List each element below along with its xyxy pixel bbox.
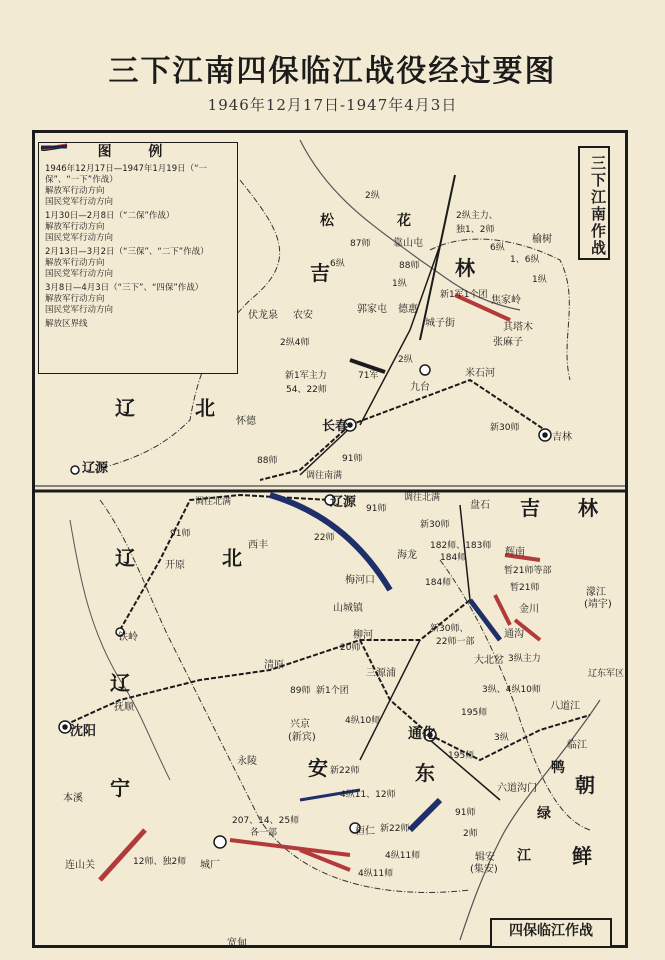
pla-arrow <box>495 595 510 625</box>
legend-item <box>45 197 231 208</box>
legend-item <box>45 258 231 269</box>
boundary-line <box>430 239 570 380</box>
svg-text:207、14、25师: 207、14、25师 <box>232 816 300 826</box>
legend-item <box>45 305 231 316</box>
legend-label: 国民党军行动方向 <box>45 269 114 279</box>
kmt-arrow <box>470 600 500 640</box>
svg-text:1、6纵: 1、6纵 <box>510 255 540 265</box>
map-subtitle: 1946年12月17日-1947年4月3日 <box>207 96 458 114</box>
legend-period-dates: 2月13日—3月2日（“三保”、“二下”作战） <box>45 247 209 257</box>
kmt-arrow <box>410 800 440 830</box>
svg-text:4纵10师: 4纵10师 <box>345 716 381 726</box>
legend-period-dates: 1946年12月17日—1947年1月19日（“一保”、“一下”作战） <box>45 164 208 185</box>
legend-label: 解放军行动方向 <box>45 294 105 304</box>
svg-text:91师: 91师 <box>366 504 387 514</box>
svg-text:独1、2师: 独1、2师 <box>456 225 495 235</box>
svg-text:91师: 91师 <box>170 529 191 539</box>
svg-text:22师: 22师 <box>314 533 335 543</box>
svg-text:长春: 长春 <box>322 419 349 434</box>
legend-label: 解放军行动方向 <box>45 222 105 232</box>
svg-text:2纵: 2纵 <box>398 355 413 365</box>
svg-text:八道江: 八道江 <box>550 701 580 712</box>
svg-text:3纵、4纵10师: 3纵、4纵10师 <box>482 685 541 695</box>
svg-text:各一部: 各一部 <box>250 828 278 838</box>
svg-text:新1军1个团: 新1军1个团 <box>440 290 488 300</box>
svg-text:通化: 通化 <box>408 726 436 742</box>
svg-text:辽源: 辽源 <box>82 461 109 476</box>
svg-text:花: 花 <box>397 213 411 229</box>
svg-text:鸭: 鸭 <box>551 760 565 776</box>
svg-text:六道沟门: 六道沟门 <box>497 783 537 794</box>
svg-text:柳河: 柳河 <box>353 630 373 641</box>
svg-text:新30师: 新30师 <box>420 520 450 530</box>
legend-item <box>45 222 231 233</box>
svg-text:184师: 184师 <box>425 578 452 588</box>
svg-text:辽: 辽 <box>115 546 135 570</box>
legend-period-dates: 3月8日—4月3日（“三下”、“四保”作战） <box>45 283 204 293</box>
svg-text:89师: 89师 <box>290 686 311 696</box>
svg-text:182师、183师: 182师、183师 <box>430 541 492 551</box>
movement-arrow <box>300 428 350 475</box>
legend-period-4 <box>45 283 231 316</box>
svg-text:88师: 88师 <box>399 261 420 271</box>
svg-text:宽甸: 宽甸 <box>227 938 247 949</box>
svg-text:2师: 2师 <box>463 829 478 839</box>
svg-text:辉南: 辉南 <box>505 547 525 558</box>
svg-text:91师: 91师 <box>342 454 363 464</box>
legend-item <box>45 319 231 330</box>
legend-item <box>45 269 231 280</box>
svg-text:大北岔: 大北岔 <box>474 655 504 666</box>
svg-text:米石河: 米石河 <box>465 368 495 379</box>
svg-text:连山关: 连山关 <box>65 860 95 871</box>
svg-text:吉: 吉 <box>520 496 540 520</box>
legend-label: 解放区界线 <box>45 319 88 329</box>
svg-text:新30师、: 新30师、 <box>430 624 469 634</box>
inset-bottom-text: 四保临江作战 <box>509 923 593 939</box>
svg-text:88师: 88师 <box>257 456 278 466</box>
legend-label: 解放军行动方向 <box>45 186 105 196</box>
legend-item <box>45 186 231 197</box>
svg-text:(新宾): (新宾) <box>288 732 316 743</box>
svg-text:6纵: 6纵 <box>490 243 505 253</box>
svg-text:2纵4师: 2纵4师 <box>280 338 310 348</box>
svg-text:91师: 91师 <box>455 808 476 818</box>
svg-text:新22师: 新22师 <box>330 766 360 776</box>
legend-period-1 <box>45 164 231 208</box>
legend-period-3 <box>45 247 231 280</box>
svg-text:郭家屯: 郭家屯 <box>357 304 387 315</box>
svg-text:濛江: 濛江 <box>586 587 606 598</box>
svg-text:伏龙泉: 伏龙泉 <box>248 310 278 321</box>
svg-text:铁岭: 铁岭 <box>118 632 138 643</box>
legend-heading: 图 例 <box>97 144 179 160</box>
svg-text:2纵: 2纵 <box>365 191 380 201</box>
svg-text:暂21师: 暂21师 <box>510 583 540 593</box>
boundary-line-icon <box>39 143 71 151</box>
svg-text:(靖宇): (靖宇) <box>584 599 612 610</box>
svg-text:3纵: 3纵 <box>494 733 509 743</box>
svg-text:焦家岭: 焦家岭 <box>491 295 521 306</box>
svg-text:梅河口: 梅河口 <box>345 575 375 586</box>
svg-text:桓仁: 桓仁 <box>355 826 375 837</box>
svg-text:鲜: 鲜 <box>572 844 592 868</box>
legend-label: 国民党军行动方向 <box>45 305 114 315</box>
svg-text:临江: 临江 <box>567 740 587 751</box>
svg-text:22师一部: 22师一部 <box>436 637 475 647</box>
svg-text:西丰: 西丰 <box>248 540 268 551</box>
svg-text:调往北满: 调往北满 <box>404 493 441 503</box>
svg-text:4纵11、12师: 4纵11、12师 <box>340 790 396 800</box>
svg-text:江: 江 <box>517 848 531 864</box>
svg-text:榆树: 榆树 <box>532 234 552 245</box>
svg-text:城厂: 城厂 <box>200 860 220 871</box>
svg-text:松: 松 <box>320 213 334 229</box>
svg-text:新1个团: 新1个团 <box>316 686 349 696</box>
svg-text:4纵11师: 4纵11师 <box>358 869 394 879</box>
legend-label: 解放军行动方向 <box>45 258 105 268</box>
svg-text:本溪: 本溪 <box>63 793 83 804</box>
movement-arrow <box>420 175 455 340</box>
svg-text:暂21师等部: 暂21师等部 <box>504 566 552 576</box>
svg-text:吉: 吉 <box>310 261 330 285</box>
svg-text:抚顺: 抚顺 <box>114 702 134 713</box>
legend-item <box>45 233 231 244</box>
svg-text:九台: 九台 <box>410 382 430 393</box>
svg-text:87师: 87师 <box>350 239 371 249</box>
svg-text:吉林: 吉林 <box>552 432 572 443</box>
svg-text:辽源: 辽源 <box>330 495 357 510</box>
svg-text:184师: 184师 <box>440 553 467 563</box>
svg-text:林: 林 <box>578 496 598 520</box>
svg-text:195师: 195师 <box>461 708 488 718</box>
legend-period-2 <box>45 211 231 244</box>
svg-text:海龙: 海龙 <box>397 550 417 561</box>
svg-text:20师: 20师 <box>340 643 361 653</box>
svg-text:辽: 辽 <box>110 671 130 695</box>
inset-bottom-title <box>490 918 612 948</box>
legend-label: 国民党军行动方向 <box>45 233 114 243</box>
movement-arrow <box>360 245 440 425</box>
svg-text:4纵11师: 4纵11师 <box>385 851 421 861</box>
svg-text:195师: 195师 <box>448 751 475 761</box>
svg-text:东: 东 <box>415 761 435 785</box>
svg-text:朝: 朝 <box>575 773 595 797</box>
legend-period-dates: 1月30日—2月8日（“二保”作战） <box>45 211 175 221</box>
svg-text:沈阳: 沈阳 <box>70 724 97 739</box>
svg-text:山城镇: 山城镇 <box>333 603 363 614</box>
svg-text:12师、独2师: 12师、独2师 <box>133 857 187 867</box>
svg-text:林: 林 <box>455 256 475 280</box>
legend-item <box>45 294 231 305</box>
svg-text:71军: 71军 <box>358 371 379 381</box>
legend-box <box>38 142 238 374</box>
svg-text:辑安: 辑安 <box>475 852 495 863</box>
svg-text:新30师: 新30师 <box>490 423 520 433</box>
svg-text:永陵: 永陵 <box>237 756 257 767</box>
svg-text:(集安): (集安) <box>470 864 498 875</box>
pla-arrow <box>230 840 350 855</box>
svg-text:宁: 宁 <box>110 776 130 800</box>
svg-text:兴京: 兴京 <box>290 719 310 730</box>
svg-text:通沟: 通沟 <box>504 629 524 640</box>
svg-text:54、22师: 54、22师 <box>286 385 327 395</box>
svg-text:辽东军区: 辽东军区 <box>588 669 625 679</box>
svg-text:新22师: 新22师 <box>380 824 410 834</box>
svg-text:德惠: 德惠 <box>398 304 418 315</box>
svg-text:6纵: 6纵 <box>330 259 345 269</box>
svg-text:2纵主力、: 2纵主力、 <box>456 211 498 221</box>
svg-text:北: 北 <box>195 396 215 420</box>
svg-text:安: 安 <box>308 756 328 780</box>
svg-text:辽: 辽 <box>115 396 135 420</box>
svg-text:农安: 农安 <box>293 310 313 321</box>
svg-text:1纵: 1纵 <box>532 275 547 285</box>
svg-text:调往北满: 调往北满 <box>195 497 232 507</box>
svg-text:三源浦: 三源浦 <box>366 668 396 679</box>
svg-text:盘石: 盘石 <box>470 500 490 511</box>
movement-arrow <box>360 640 420 760</box>
movement-arrow <box>430 740 500 800</box>
svg-text:张麻子: 张麻子 <box>493 337 523 348</box>
svg-text:靠山屯: 靠山屯 <box>393 238 423 249</box>
legend-label: 国民党军行动方向 <box>45 197 114 207</box>
svg-text:清原: 清原 <box>264 660 284 671</box>
svg-text:1纵: 1纵 <box>392 279 407 289</box>
svg-text:新1军主力: 新1军主力 <box>285 371 327 381</box>
map-title: 三下江南四保临江战役经过要图 <box>108 54 557 89</box>
svg-text:城子街: 城子街 <box>425 318 455 329</box>
svg-text:调往南满: 调往南满 <box>306 471 343 481</box>
inset-top-text: 三下江南作战 <box>589 155 607 257</box>
svg-text:3纵主力: 3纵主力 <box>508 654 541 664</box>
svg-text:怀德: 怀德 <box>236 416 256 427</box>
svg-text:其塔木: 其塔木 <box>503 322 533 333</box>
svg-text:开原: 开原 <box>165 560 185 571</box>
svg-text:绿: 绿 <box>537 806 551 822</box>
pla-arrow <box>100 830 145 880</box>
svg-text:北: 北 <box>222 546 242 570</box>
svg-text:金川: 金川 <box>519 604 539 615</box>
inset-top-title <box>578 146 610 260</box>
